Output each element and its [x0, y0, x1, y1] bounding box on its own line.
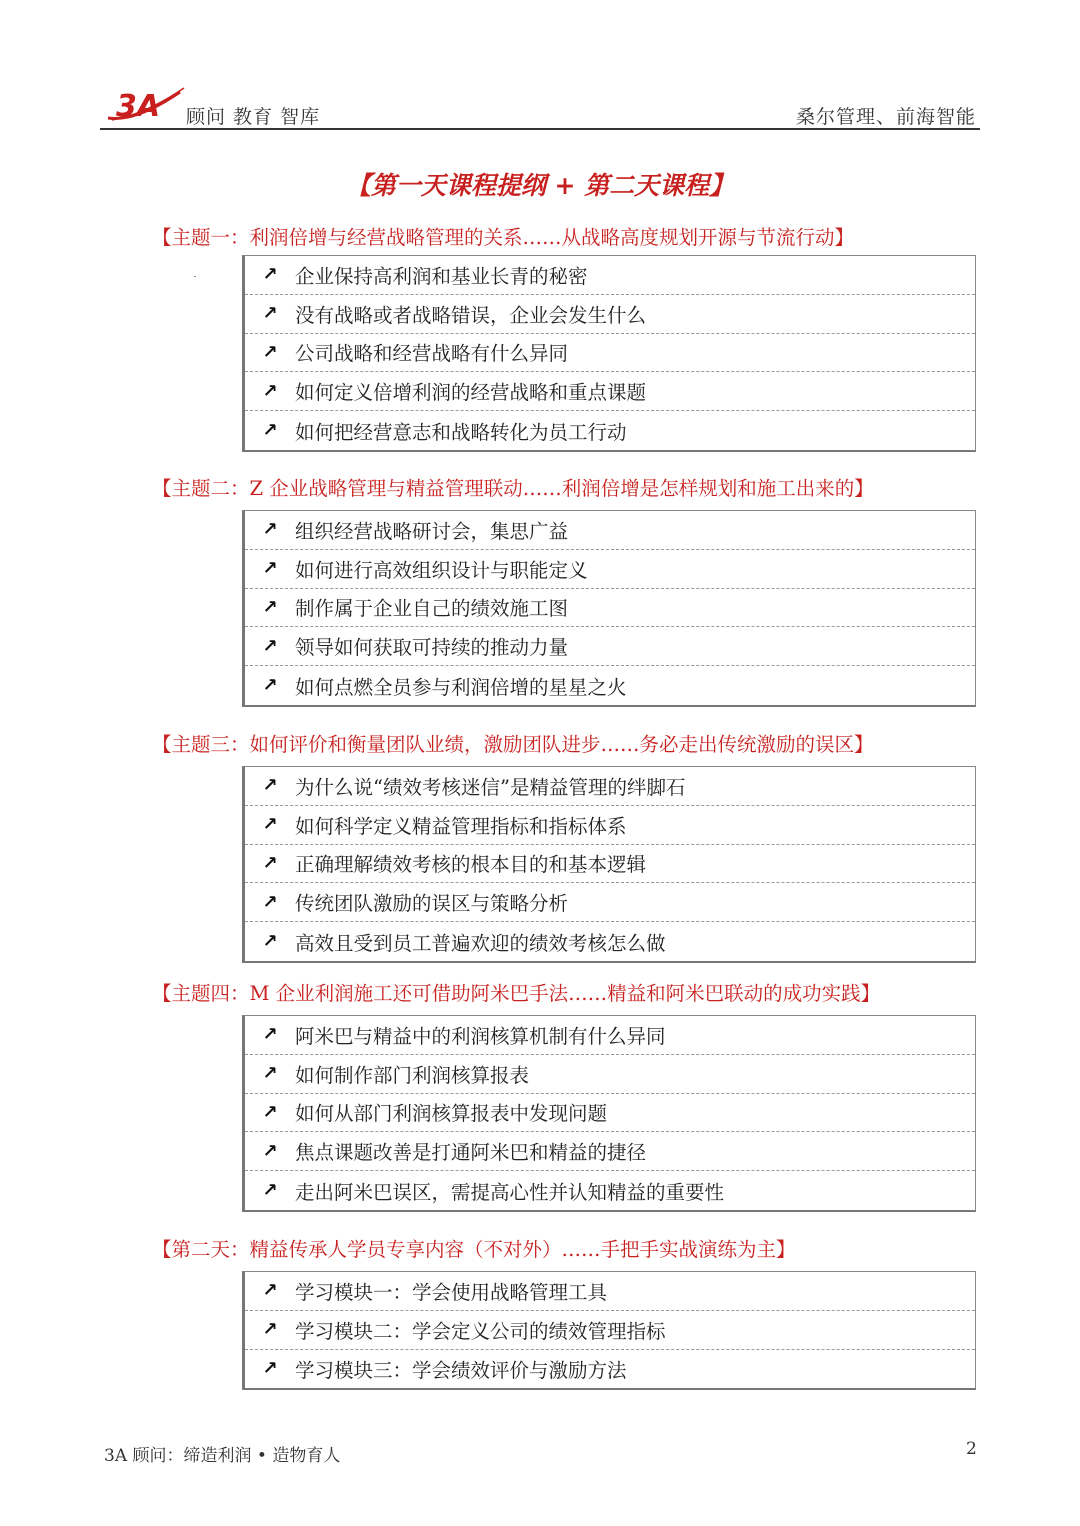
- header-tagline: 顾问 教育 智库: [186, 106, 321, 128]
- list-item: ↗ 正确理解绩效考核的根本目的和基本逻辑: [245, 845, 975, 884]
- list-item: ↗ 焦点课题改善是打通阿米巴和精益的捷径: [245, 1132, 975, 1171]
- list-item: ↗ 如何把经营意志和战略转化为员工行动: [245, 411, 975, 450]
- header-company: 桑尔管理、前海智能: [795, 106, 976, 128]
- arrow-icon: ↗: [262, 891, 278, 913]
- arrow-icon: ↗: [262, 1024, 278, 1046]
- section-heading-4: 【主题四：M 企业利润施工还可借助阿米巴手法……精益和阿米巴联动的成功实践】: [152, 982, 881, 1005]
- arrow-icon: ↗: [262, 852, 278, 874]
- arrow-icon: ↗: [262, 675, 278, 697]
- list-item: ↗ 阿米巴与精益中的利润核算机制有什么异同: [245, 1016, 975, 1055]
- list-item: ↗ 如何进行高效组织设计与职能定义: [245, 550, 975, 589]
- list-item: ↗ 学习模块二：学会定义公司的绩效管理指标: [245, 1311, 975, 1350]
- arrow-icon: ↗: [262, 1280, 278, 1302]
- arrow-icon: ↗: [262, 596, 278, 618]
- arrow-icon: ↗: [262, 264, 278, 286]
- arrow-icon: ↗: [262, 380, 278, 402]
- arrow-icon: ↗: [262, 1140, 278, 1162]
- arrow-icon: ↗: [262, 1063, 278, 1085]
- list-item: ↗ 企业保持高利润和基业长青的秘密: [245, 256, 975, 295]
- arrow-icon: ↗: [262, 341, 278, 363]
- section-heading-5: 【第二天：精益传承人学员专享内容（不对外）……手把手实战演练为主】: [152, 1238, 796, 1261]
- arrow-icon: ↗: [262, 635, 278, 657]
- 3a-logo-icon: [106, 84, 186, 124]
- section-list-4: [242, 1015, 976, 1212]
- section-heading-3: 【主题三：如何评价和衡量团队业绩，激励团队进步……务必走出传统激励的误区】: [152, 733, 874, 756]
- svg-text:3A: 3A: [116, 89, 161, 124]
- page-title: 【第一天课程提纲 + 第二天课程】: [345, 171, 735, 200]
- page-number: 2: [966, 1439, 977, 1459]
- section-list-1: [242, 255, 976, 452]
- arrow-icon: ↗: [262, 420, 278, 442]
- list-item: ↗ 学习模块一：学会使用战略管理工具: [245, 1272, 975, 1311]
- arrow-icon: ↗: [262, 1180, 278, 1202]
- list-item: ↗ 制作属于企业自己的绩效施工图: [245, 589, 975, 628]
- list-item: ↗ 组织经营战略研讨会，集思广益: [245, 511, 975, 550]
- section-heading-2: 【主题二：Z 企业战略管理与精益管理联动……利润倍增是怎样规划和施工出来的】: [152, 477, 874, 500]
- list-item: ↗ 领导如何获取可持续的推动力量: [245, 627, 975, 666]
- stray-mark: [194, 276, 196, 277]
- list-item: ↗ 传统团队激励的误区与策略分析: [245, 883, 975, 922]
- arrow-icon: ↗: [262, 814, 278, 836]
- section-list-5: [242, 1271, 976, 1390]
- list-item: ↗ 走出阿米巴误区，需提高心性并认知精益的重要性: [245, 1171, 975, 1210]
- arrow-icon: ↗: [262, 1319, 278, 1341]
- section-heading-1: 【主题一：利润倍增与经营战略管理的关系……从战略高度规划开源与节流行动】: [152, 226, 855, 249]
- list-item: ↗ 如何从部门利润核算报表中发现问题: [245, 1094, 975, 1133]
- section-list-3: [242, 766, 976, 963]
- list-item: ↗ 如何点燃全员参与利润倍增的星星之火: [245, 666, 975, 705]
- arrow-icon: ↗: [262, 519, 278, 541]
- list-item: ↗ 公司战略和经营战略有什么异同: [245, 334, 975, 373]
- arrow-icon: ↗: [262, 558, 278, 580]
- list-item: ↗ 如何科学定义精益管理指标和指标体系: [245, 806, 975, 845]
- arrow-icon: ↗: [262, 303, 278, 325]
- arrow-icon: ↗: [262, 1358, 278, 1380]
- list-item: ↗ 如何制作部门利润核算报表: [245, 1055, 975, 1094]
- section-list-2: [242, 510, 976, 707]
- footer-slogan: 3A 顾问：缔造利润 • 造物育人: [104, 1446, 341, 1466]
- list-item: ↗ 没有战略或者战略错误，企业会发生什么: [245, 295, 975, 334]
- list-item: ↗ 为什么说“绩效考核迷信”是精益管理的绊脚石: [245, 767, 975, 806]
- arrow-icon: ↗: [262, 1101, 278, 1123]
- page-header: [100, 80, 980, 130]
- list-item: ↗ 高效且受到员工普遍欢迎的绩效考核怎么做: [245, 922, 975, 961]
- list-item: ↗ 学习模块三：学会绩效评价与激励方法: [245, 1350, 975, 1389]
- list-item: ↗ 如何定义倍增利润的经营战略和重点课题: [245, 372, 975, 411]
- arrow-icon: ↗: [262, 931, 278, 953]
- arrow-icon: ↗: [262, 775, 278, 797]
